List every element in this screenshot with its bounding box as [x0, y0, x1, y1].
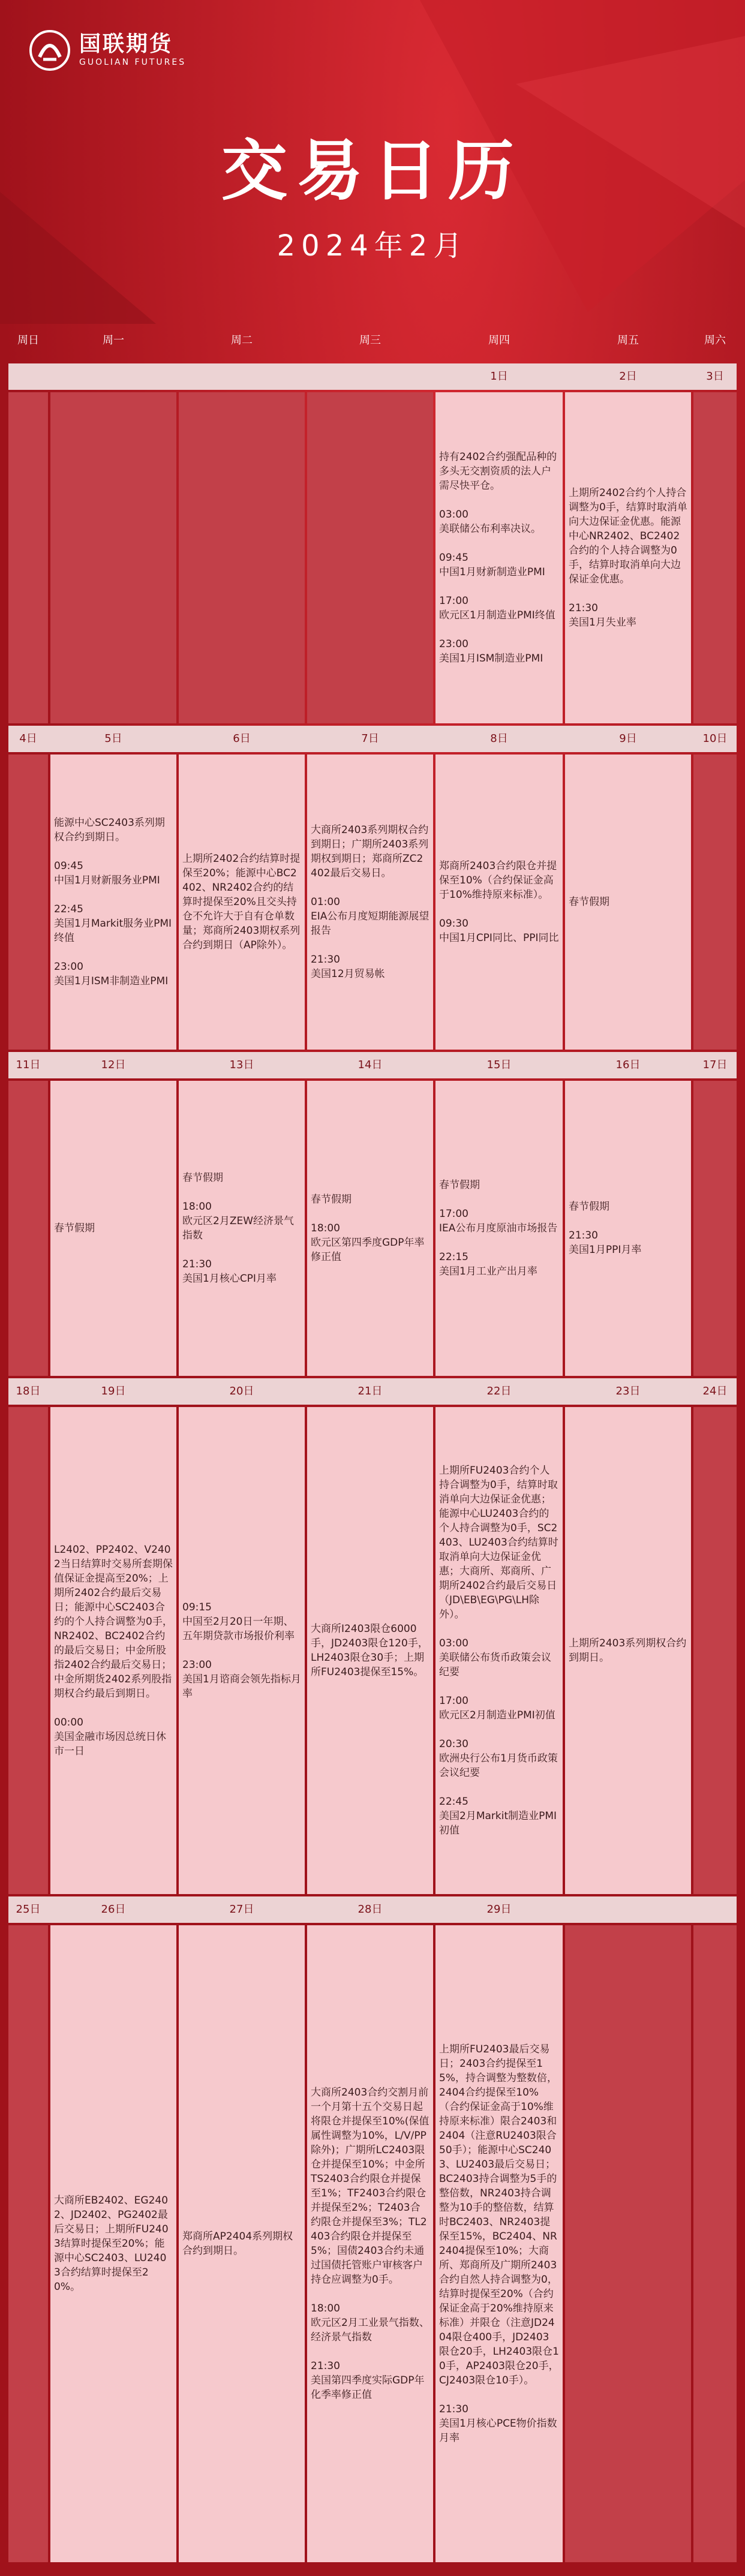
date-label: 26日	[101, 1903, 126, 1916]
date-label	[179, 363, 305, 390]
calendar-day-cell	[565, 1081, 691, 1376]
date-label: 10日	[702, 732, 728, 745]
event-text: 大商所I2403限仓6000手，JD2403限仓120手，LH2403限仓30手；上期所FU2403提保至15%。	[311, 1623, 428, 1678]
date-label: 2日	[619, 370, 637, 383]
calendar-week	[8, 1378, 737, 1894]
date-label: 16日	[615, 1059, 641, 1071]
date-label	[693, 1896, 737, 1923]
calendar-day-cell	[693, 392, 737, 723]
weekday-label: 周日	[17, 334, 39, 347]
calendar-day-cell	[50, 1407, 176, 1894]
calendar-week	[8, 726, 737, 1050]
page-subtitle: 2024年2月	[277, 229, 468, 263]
date-label: 28日	[358, 1903, 383, 1916]
date-label: 12日	[101, 1059, 126, 1071]
date-label: 17日	[702, 1059, 728, 1071]
date-label: 29日	[486, 1903, 512, 1916]
date-label: 3日	[706, 370, 724, 383]
guolian-logo-icon	[29, 29, 71, 71]
calendar-day-cell	[693, 755, 737, 1050]
date-row	[8, 1896, 737, 1923]
calendar-day-cell	[565, 1407, 691, 1894]
date-label: 7日	[361, 732, 379, 745]
event-text: 春节假期	[569, 896, 609, 908]
calendar-day-cell	[693, 1407, 737, 1894]
date-label: 25日	[16, 1903, 41, 1916]
event-text: L2402、PP2402、V2402当日结算时交易所套期保值保证金提高至20%；上期所2402合约最后交易日；能源中心SC2403合约的个人持合调整为0手，NR2402、BC2402合约的最后交易日；中金所股指2402合约最后交易日；中金所期货2402系列股指期权合约最后到期日。 00:00 美国金融市场因总统日休市一日	[54, 1544, 173, 1757]
event-text: 大商所2403系列期权合约到期日；广期所2403系列期权到期日；郑商所ZC2402最后交易日。 01:00 EIA公布月度短期能源展望报告 21:30 美国12月贸易帐	[311, 824, 429, 980]
date-label: 24日	[702, 1385, 728, 1397]
date-label	[8, 363, 48, 390]
calendar-day-cell	[565, 392, 691, 723]
event-text: 大商所EB2402、EG2402、JD2402、PG2402最后交易日；上期所FU2403结算时提保至20%；能源中心SC2403、LU2403合约结算时提保至20%。	[54, 2195, 169, 2293]
event-text: 春节假期 17:00 IEA公布月度原油市场报告 22:15 美国1月工业产出月率	[439, 1179, 558, 1278]
calendar-day-cell	[435, 392, 563, 723]
date-label: 9日	[619, 732, 637, 745]
event-text: 春节假期 21:30 美国1月PPI月率	[569, 1201, 642, 1256]
weekday-label: 周三	[359, 334, 381, 347]
calendar-day-cell	[307, 1925, 433, 2562]
date-label: 21日	[358, 1385, 383, 1397]
date-label: 15日	[486, 1059, 512, 1071]
date-label	[565, 1896, 691, 1923]
date-label	[50, 363, 176, 390]
weekday-label: 周五	[617, 334, 639, 347]
calendar-day-cell	[307, 392, 433, 723]
date-label: 4日	[19, 732, 37, 745]
date-label: 1日	[490, 370, 508, 383]
date-label: 11日	[16, 1059, 41, 1071]
calendar-day-cell	[8, 1925, 48, 2562]
event-text: 上期所FU2403最后交易日；2403合约提保至15%，持合调整为整数倍，2404合约提保至10%（合约保证金高于10%维持原来标准）限合2403和2404（注意RU2403限合50手）；能源中心SC2403、LU2403最后交易日；BC2403持合调整为5手的整倍数，NR2403持合调整为10手的整倍数，结算时BC2403、NR2403提保至15%，BC2404、NR2404提保至10%；大商所、郑商所及广期所2403合约自然人持合调整为0，结算时提保至20%（合约保证金高于20%维持原来标准）并限仓（注意JD2404限仓400手，JD2403限仓20手，LH2403限仓10手，AP2403限仓20手，CJ2403限仓10手）。 21:30 美国1月核心PCE物价指数月率	[439, 2043, 559, 2444]
event-text: 09:15 中国至2月20日一年期、五年期贷款市场报价利率 23:00 美国1月谘商会领先指标月率	[182, 1601, 301, 1700]
date-label: 6日	[233, 732, 251, 745]
date-row	[8, 726, 737, 752]
calendar-day-cell	[8, 755, 48, 1050]
weekday-label: 周四	[488, 334, 510, 347]
calendar-day-cell	[307, 1407, 433, 1894]
event-text: 上期所2402合约个人持合调整为0手，结算时取消单向大边保证金优惠。能源中心NR2402、BC2402合约的个人持合调整为0手，结算时取消单向大边保证金优惠。 21:30 美国1月失业率	[569, 487, 687, 629]
calendar-day-cell	[435, 1925, 563, 2562]
event-text: 春节假期 18:00 欧元区2月ZEW经济景气指数 21:30 美国1月核心CPI月率	[182, 1172, 295, 1285]
date-label: 13日	[229, 1059, 254, 1071]
calendar-day-cell	[179, 1925, 305, 2562]
calendar-day-cell	[179, 1407, 305, 1894]
weekday-label: 周一	[103, 334, 124, 347]
calendar-week	[8, 363, 737, 723]
calendar-day-cell	[50, 1081, 176, 1376]
calendar-day-cell	[307, 1081, 433, 1376]
event-text: 上期所FU2403合约个人持合调整为0手，结算时取消单向大边保证金优惠；能源中心LU2403合约的个人持合调整为0手，SC2403、LU2403合约结算时取消单向大边保证金优惠；大商所、郑商所、广期所2402合约最后交易日（JD\EB\EG\PG\LH除外）。 03:00 美联储公布货币政策会议纪要 17:00 欧元区2月制造业PMI初值 20:30 欧洲央行公布1月货币政策会议纪要 22:45 美国2月Markit制造业PMI初值	[439, 1465, 558, 1836]
event-text: 大商所2403合约交割月前一个月第十五个交易日起将限仓并提保至10%(保值属性调整为10%，L/V/PP除外)；广期所LC2403限仓并提保至10%；中金所TS2403合约限仓并提保至1%；TF2403合约限仓并提保至2%；T2403合约限仓并提保至3%；TL2403合约限仓并提保至5%；国债2403合约未通过国债托管账户审核客户持仓应调整为0手。 18:00 欧元区2月工业景气指数、经济景气指数 21:30 美国第四季度实际GDP年化季率修正值	[311, 2087, 429, 2401]
calendar-day-cell	[8, 1407, 48, 1894]
date-label: 23日	[615, 1385, 641, 1397]
date-label: 20日	[229, 1385, 254, 1397]
calendar-day-cell	[179, 1081, 305, 1376]
calendar-day-cell	[307, 755, 433, 1050]
calendar-day-cell	[50, 755, 176, 1050]
date-row	[8, 1052, 737, 1078]
date-row	[8, 1378, 737, 1405]
date-label: 19日	[101, 1385, 126, 1397]
calendar-day-cell	[435, 755, 563, 1050]
date-label: 18日	[16, 1385, 41, 1397]
date-label: 27日	[229, 1903, 254, 1916]
event-text: 郑商所AP2404系列期权合约到期日。	[182, 2231, 293, 2257]
calendar-day-cell	[565, 755, 691, 1050]
event-text: 持有2402合约强配品种的多头无交割资质的法人户需尽快平仓。 03:00 美联储公布利率决议。 09:45 中国1月财新制造业PMI 17:00 欧元区1月制造业PMI终值 23:00 美国1月ISM制造业PMI	[439, 451, 557, 665]
weekday-label: 周六	[704, 334, 726, 347]
brand-name-en: GUOLIAN FUTURES	[79, 58, 187, 67]
calendar-day-cell	[8, 1081, 48, 1376]
event-text: 能源中心SC2403系列期权合约到期日。 09:45 中国1月财新服务业PMI 22:45 美国1月Markit服务业PMI终值 23:00 美国1月ISM非制造业PMI	[54, 817, 172, 987]
page-title: 交易日历	[221, 133, 524, 209]
event-text: 郑商所2403合约限仓并提保至10%（合约保证金高于10%维持原来标准）。 09:30 中国1月CPI同比、PPI同比	[439, 860, 559, 944]
weekday-label: 周二	[231, 334, 253, 347]
date-row	[8, 363, 737, 390]
brand-name: 国联期货	[79, 32, 173, 56]
calendar-day-cell	[50, 1925, 176, 2562]
date-label: 8日	[490, 732, 508, 745]
weekday-header	[8, 329, 737, 353]
calendar-day-cell	[179, 755, 305, 1050]
calendar-day-cell	[693, 1081, 737, 1376]
calendar-week	[8, 1896, 737, 2562]
event-text: 上期所2403系列期权合约到期日。	[569, 1637, 687, 1664]
calendar-day-cell	[693, 1925, 737, 2562]
date-label: 22日	[486, 1385, 512, 1397]
date-label	[307, 363, 433, 390]
calendar-day-cell	[565, 1925, 691, 2562]
event-text: 上期所2402合约结算时提保至20%；能源中心BC2402、NR2402合约的结算时提保至20%且交头持仓不允许大于自有仓单数量；郑商所2403期权系列合约到期日（AP除外）。	[182, 853, 301, 951]
event-text: 春节假期	[54, 1222, 95, 1234]
calendar-day-cell	[435, 1407, 563, 1894]
calendar-week	[8, 1052, 737, 1376]
calendar-day-cell	[179, 392, 305, 723]
calendar-day-cell	[50, 392, 176, 723]
event-text: 春节假期 18:00 欧元区第四季度GDP年率修正值	[311, 1194, 425, 1263]
brand-logo	[29, 26, 186, 74]
calendar-day-cell	[8, 392, 48, 723]
calendar-day-cell	[435, 1081, 563, 1376]
date-label: 5日	[104, 732, 122, 745]
date-label: 14日	[358, 1059, 383, 1071]
